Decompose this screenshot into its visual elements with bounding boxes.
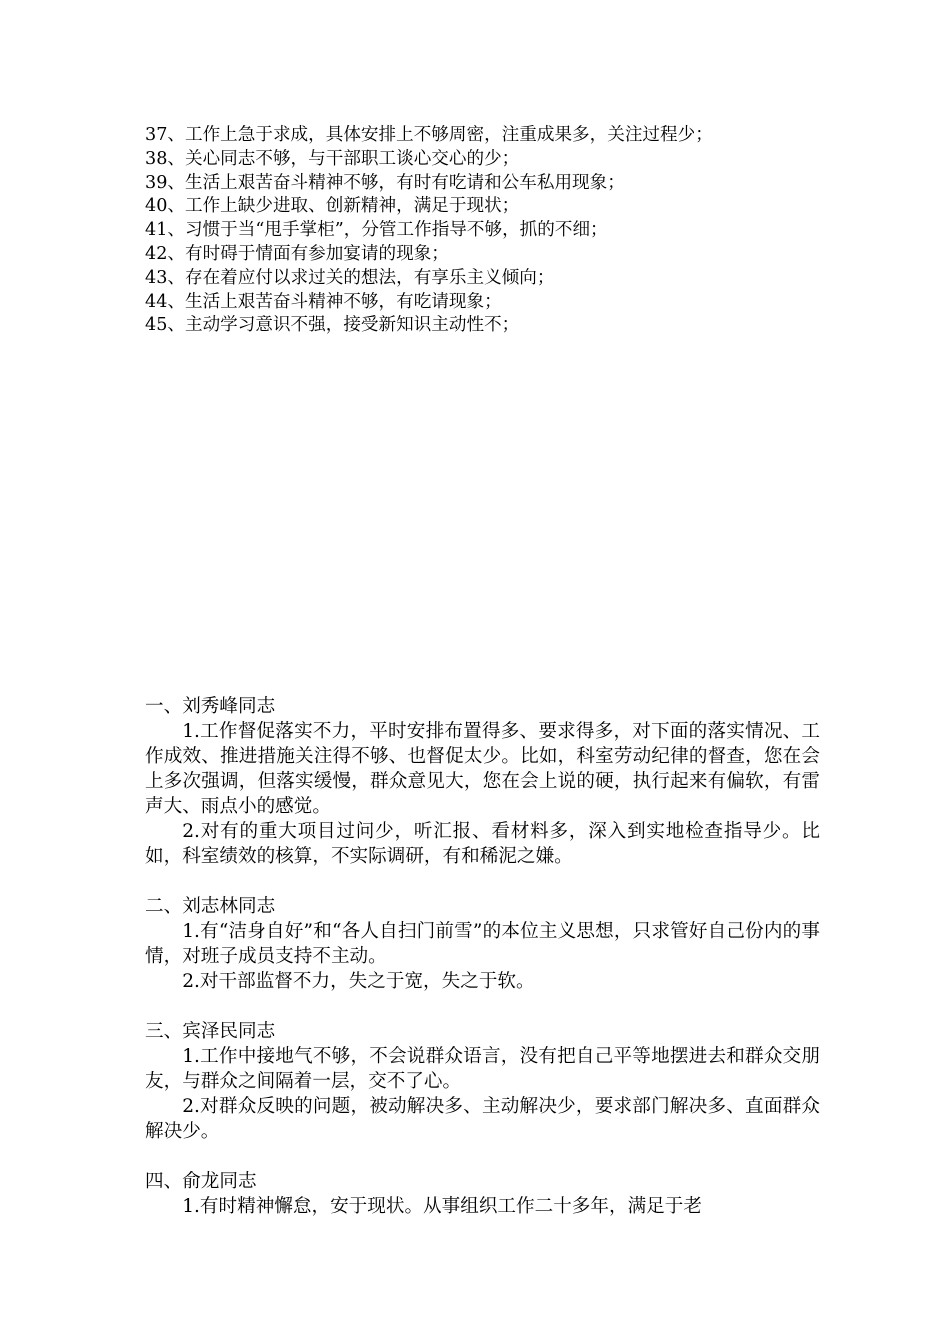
section-paragraph: 1.有“洁身自好”和“各人自扫门前雪”的本位主义思想，只求管好自己份内的事情，对班子成员支持不主动。	[145, 921, 820, 967]
section-paragraph: 1.有时精神懈怠，安于现状。从事组织工作二十多年，满足于老	[182, 1196, 702, 1217]
section-bin-zemin	[145, 1019, 820, 1144]
section-title: 四、俞龙同志	[145, 1171, 257, 1192]
section-gap	[145, 1144, 820, 1169]
section-paragraph: 2.对群众反映的问题，被动解决多、主动解决少，要求部门解决多、直面群众解决少。	[145, 1096, 820, 1142]
section-paragraph: 1.工作督促落实不力，平时安排布置得多、要求得多，对下面的落实情况、工作成效、推进措施关注得不够、也督促太少。比如，科室劳动纪律的督查，您在会上多次强调，但落实缓慢，群众意见大，您在会上说的硬，执行起来有偏软，有雷声大、雨点小的感觉。	[145, 721, 820, 817]
section-yu-long	[145, 1169, 820, 1219]
list-item: 37、工作上急于求成，具体安排上不够周密，注重成果多，关注过程少；	[145, 125, 713, 145]
section-title: 一、刘秀峰同志	[145, 696, 276, 717]
section-title: 三、宾泽民同志	[145, 1021, 276, 1042]
list-item: 43、存在着应付以求过关的想法，有享乐主义倾向；	[145, 267, 555, 288]
section-paragraph: 2.对有的重大项目过问少，听汇报、看材料多，深入到实地检查指导少。比如，科室绩效的核算，不实际调研，有和稀泥之嫌。	[145, 821, 820, 867]
list-item: 42、有时碍于情面有参加宴请的现象；	[145, 243, 449, 264]
list-item: 41、习惯于当“甩手掌柜”，分管工作指导不够，抓的不细；	[145, 220, 608, 241]
list-item: 44、生活上艰苦奋斗精神不够，有吃请现象；	[145, 291, 502, 312]
section-gap	[145, 994, 820, 1019]
numbered-list	[145, 124, 835, 338]
comrade-sections	[145, 694, 820, 1219]
section-paragraph: 2.对干部监督不力，失之于宽，失之于软。	[182, 971, 535, 992]
list-item: 38、关心同志不够，与干部职工谈心交心的少；	[145, 148, 520, 169]
section-gap	[145, 869, 820, 894]
section-liu-xiufeng	[145, 694, 820, 869]
section-paragraph: 1.工作中接地气不够，不会说群众语言，没有把自己平等地摆进去和群众交朋友，与群众之间隔着一层，交不了心。	[145, 1046, 820, 1092]
list-item: 40、工作上缺少进取、创新精神，满足于现状；	[145, 196, 520, 217]
list-item: 45、主动学习意识不强，接受新知识主动性不；	[145, 315, 520, 336]
section-liu-zhilin	[145, 894, 820, 994]
section-title: 二、刘志林同志	[145, 896, 276, 917]
list-item: 39、生活上艰苦奋斗精神不够，有时有吃请和公车私用现象；	[145, 172, 625, 193]
